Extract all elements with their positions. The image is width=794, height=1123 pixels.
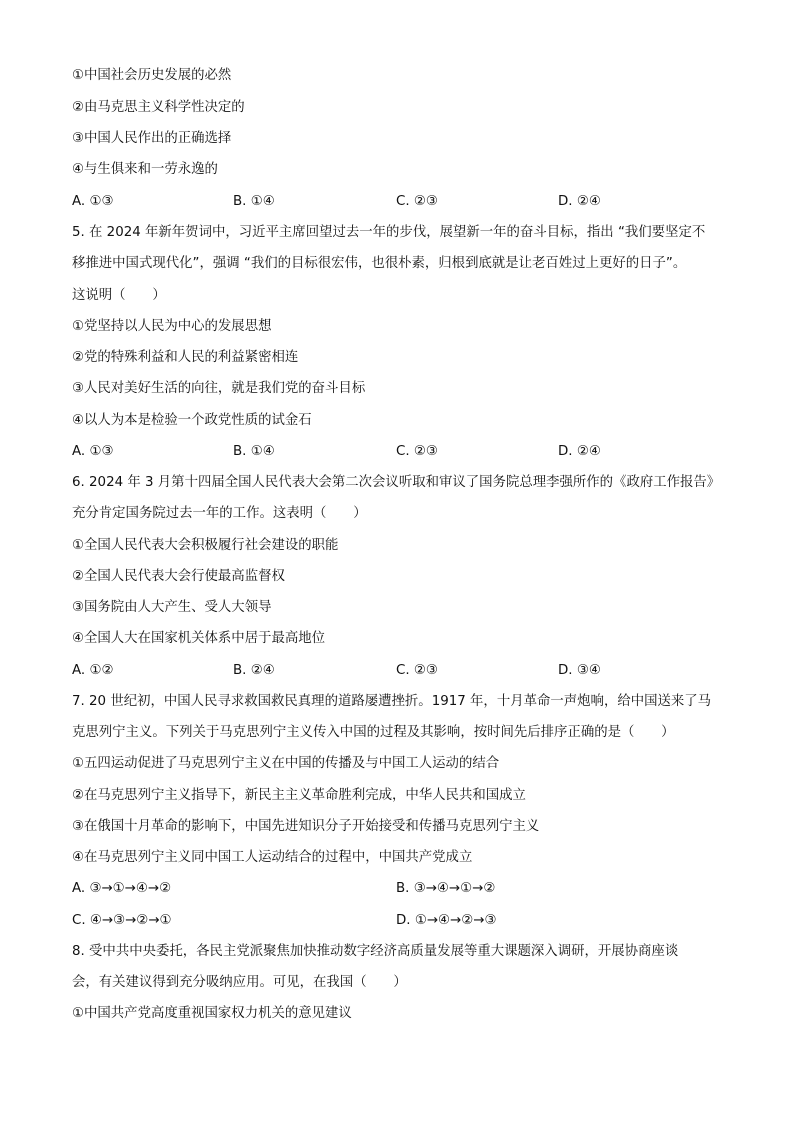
- q4-option-c: C. ②③: [396, 194, 438, 209]
- q4-item-4: ④与生俱来和一劳永逸的: [72, 162, 218, 177]
- q8-stem-line-1: 8. 受中共中央委托，各民主党派聚焦加快推动数字经济高质量发展等重大课题深入调研，开展协商座谈: [72, 944, 679, 959]
- q4-option-a: A. ①③: [72, 194, 114, 209]
- q5-option-d: D. ②④: [558, 444, 601, 459]
- q7-stem-line-2: 克思列宁主义。下列关于马克思列宁主义传入中国的过程及其影响，按时间先后排序正确的是（ ）: [72, 725, 675, 740]
- q6-stem-line-2: 充分肯定国务院过去一年的工作。这表明（ ）: [72, 506, 367, 521]
- q5-stem-line-1: 5. 在 2024 年新年贺词中，习近平主席回望过去一年的步伐，展望新一年的奋斗目标，指出 “我们要坚定不: [72, 225, 706, 240]
- q4-item-1: ①中国社会历史发展的必然: [72, 68, 232, 83]
- q4-option-d: D. ②④: [558, 194, 601, 209]
- q8-item-1: ①中国共产党高度重视国家权力机关的意见建议: [72, 1006, 352, 1021]
- q5-stem-line-2: 移推进中国式现代化”，强调 “我们的目标很宏伟，也很朴素，归根到底就是让老百姓过上更好的日子”。: [72, 256, 687, 271]
- q5-item-4: ④以人为本是检验一个政党性质的试金石: [72, 413, 312, 428]
- q7-item-1: ①五四运动促进了马克思列宁主义在中国的传播及与中国工人运动的结合: [72, 756, 500, 771]
- q5-item-1: ①党坚持以人民为中心的发展思想: [72, 319, 272, 334]
- q6-item-4: ④全国人大在国家机关体系中居于最高地位: [72, 631, 326, 646]
- q7-stem-line-1: 7. 20 世纪初，中国人民寻求救国救民真理的道路屡遭挫折。1917 年，十月革命一声炮响，给中国送来了马: [72, 694, 712, 709]
- q6-option-b: B. ②④: [233, 663, 275, 678]
- q7-item-4: ④在马克思列宁主义同中国工人运动结合的过程中，中国共产党成立: [72, 850, 473, 865]
- q4-option-b: B. ①④: [233, 194, 275, 209]
- q5-option-a: A. ①③: [72, 444, 114, 459]
- q6-option-c: C. ②③: [396, 663, 438, 678]
- q7-option-b: B. ③→④→①→②: [396, 881, 496, 896]
- q6-option-d: D. ③④: [558, 663, 601, 678]
- q7-item-2: ②在马克思列宁主义指导下，新民主主义革命胜利完成，中华人民共和国成立: [72, 788, 526, 803]
- q6-stem-line-1: 6. 2024 年 3 月第十四届全国人民代表大会第二次会议听取和审议了国务院总理李强所作的《政府工作报告》: [72, 475, 721, 490]
- q5-stem-line-3: 这说明（ ）: [72, 288, 166, 303]
- q4-item-2: ②由马克思主义科学性决定的: [72, 100, 245, 115]
- q7-option-a: A. ③→①→④→②: [72, 881, 172, 896]
- q5-item-2: ②党的特殊利益和人民的利益紧密相连: [72, 350, 299, 365]
- q4-item-3: ③中国人民作出的正确选择: [72, 131, 232, 146]
- q6-item-3: ③国务院由人大产生、受人大领导: [72, 600, 272, 615]
- q7-option-d: D. ①→④→②→③: [396, 913, 497, 928]
- q7-item-3: ③在俄国十月革命的影响下，中国先进知识分子开始接受和传播马克思列宁主义: [72, 819, 540, 834]
- q5-item-3: ③人民对美好生活的向往，就是我们党的奋斗目标: [72, 381, 366, 396]
- q7-option-c: C. ④→③→②→①: [72, 913, 172, 928]
- q5-option-b: B. ①④: [233, 444, 275, 459]
- q8-stem-line-2: 会，有关建议得到充分吸纳应用。可见，在我国（ ）: [72, 975, 407, 990]
- q6-item-2: ②全国人民代表大会行使最高监督权: [72, 569, 285, 584]
- q6-option-a: A. ①②: [72, 663, 114, 678]
- q5-option-c: C. ②③: [396, 444, 438, 459]
- q6-item-1: ①全国人民代表大会积极履行社会建设的职能: [72, 538, 339, 553]
